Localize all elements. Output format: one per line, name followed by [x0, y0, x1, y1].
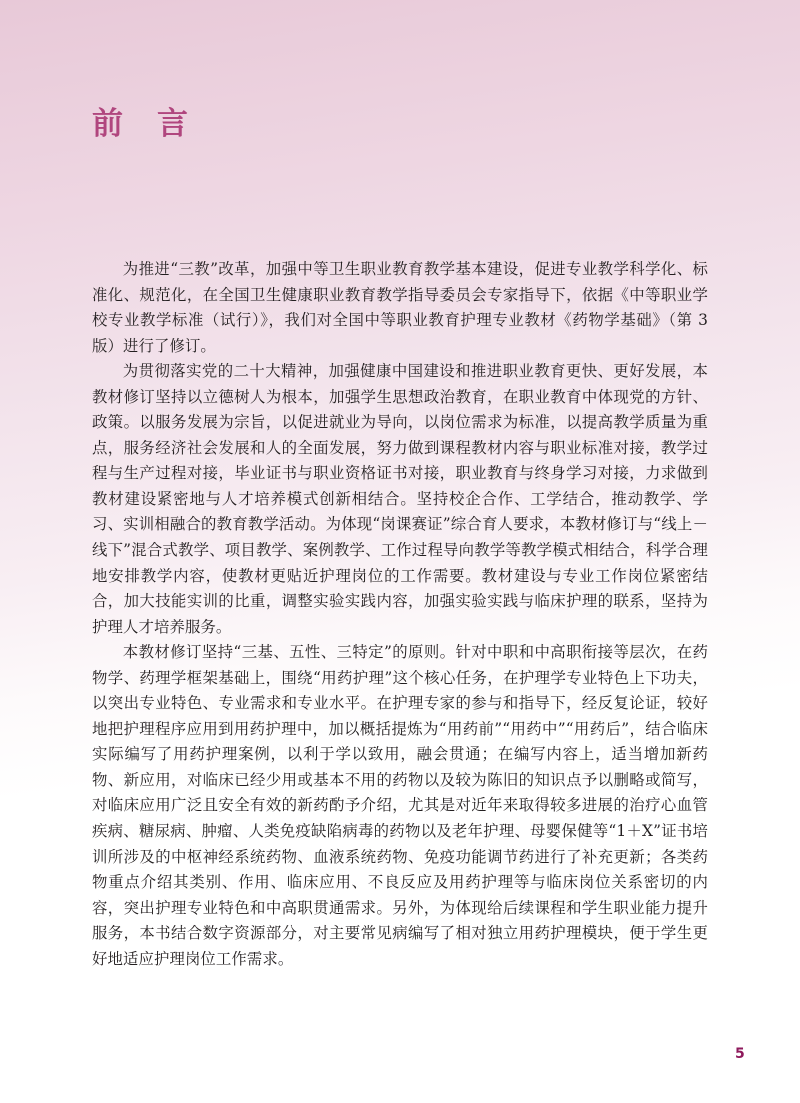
page-number: 5	[735, 1046, 745, 1062]
preface-body	[92, 257, 708, 972]
paragraph-1: 为推进“三教”改革，加强中等卫生职业教育教学基本建设，促进专业教学科学化、标准化、规范化，在全国卫生健康职业教育教学指导委员会专家指导下，依据《中等职业学校专业教学标准（试行）》，我们对全国中等职业教育护理专业教材《药物学基础》（第 3 版）进行了修订。	[92, 260, 708, 355]
paragraph-3: 本教材修订坚持“三基、五性、三特定”的原则。针对中职和中高职衔接等层次，在药物学、药理学框架基础上，围绕“用药护理”这个核心任务，在护理学专业特色上下功夫，以突出专业特色、专业需求和专业水平。在护理专家的参与和指导下，经反复论证，较好地把护理程序应用到用药护理中，加以概括提炼为“用药前”“用药中”“用药后”，结合临床实际编写了用药护理案例，以利于学以致用，融会贯通；在编写内容上，适当增加新药物、新应用，对临床已经少用或基本不用的药物以及较为陈旧的知识点予以删略或简写，对临床应用广泛且安全有效的新药酌予介绍，尤其是对近年来取得较多进展的治疗心血管疾病、糖尿病、肿瘤、人类免疫缺陷病毒的药物以及老年护理、母婴保健等“1＋X”证书培训所涉及的中枢神经系统药物、血液系统药物、免疫功能调节药进行了补充更新；各类药物重点介绍其类别、作用、临床应用、不良反应及用药护理等与临床岗位关系密切的内容，突出护理专业特色和中高职贯通需求。另外，为体现给后续课程和学生职业能力提升服务，本书结合数字资源部分，对主要常见病编写了相对独立用药护理模块，便于学生更好地适应护理岗位工作需求。	[92, 643, 708, 968]
paragraph-2: 为贯彻落实党的二十大精神，加强健康中国建设和推进职业教育更快、更好发展，本教材修订坚持以立德树人为根本，加强学生思想政治教育，在职业教育中体现党的方针、政策。以服务发展为宗旨，以促进就业为导向，以岗位需求为标准，以提高教学质量为重点，服务经济社会发展和人的全面发展，努力做到课程教材内容与职业标准对接，教学过程与生产过程对接，毕业证书与职业资格证书对接，职业教育与终身学习对接，力求做到教材建设紧密地与人才培养模式创新相结合。坚持校企合作、工学结合，推动教学、学习、实训相融合的教育教学活动。为体现“岗课赛证”综合育人要求，本教材修订与“线上－线下”混合式教学、项目教学、案例教学、工作过程导向教学等教学模式相结合，科学合理地安排教学内容，使教材更贴近护理岗位的工作需要。教材建设与专业工作岗位紧密结合，加大技能实训的比重，调整实验实践内容，加强实验实践与临床护理的联系，坚持为护理人才培养服务。	[92, 362, 708, 636]
page-title: 前言	[92, 106, 222, 142]
